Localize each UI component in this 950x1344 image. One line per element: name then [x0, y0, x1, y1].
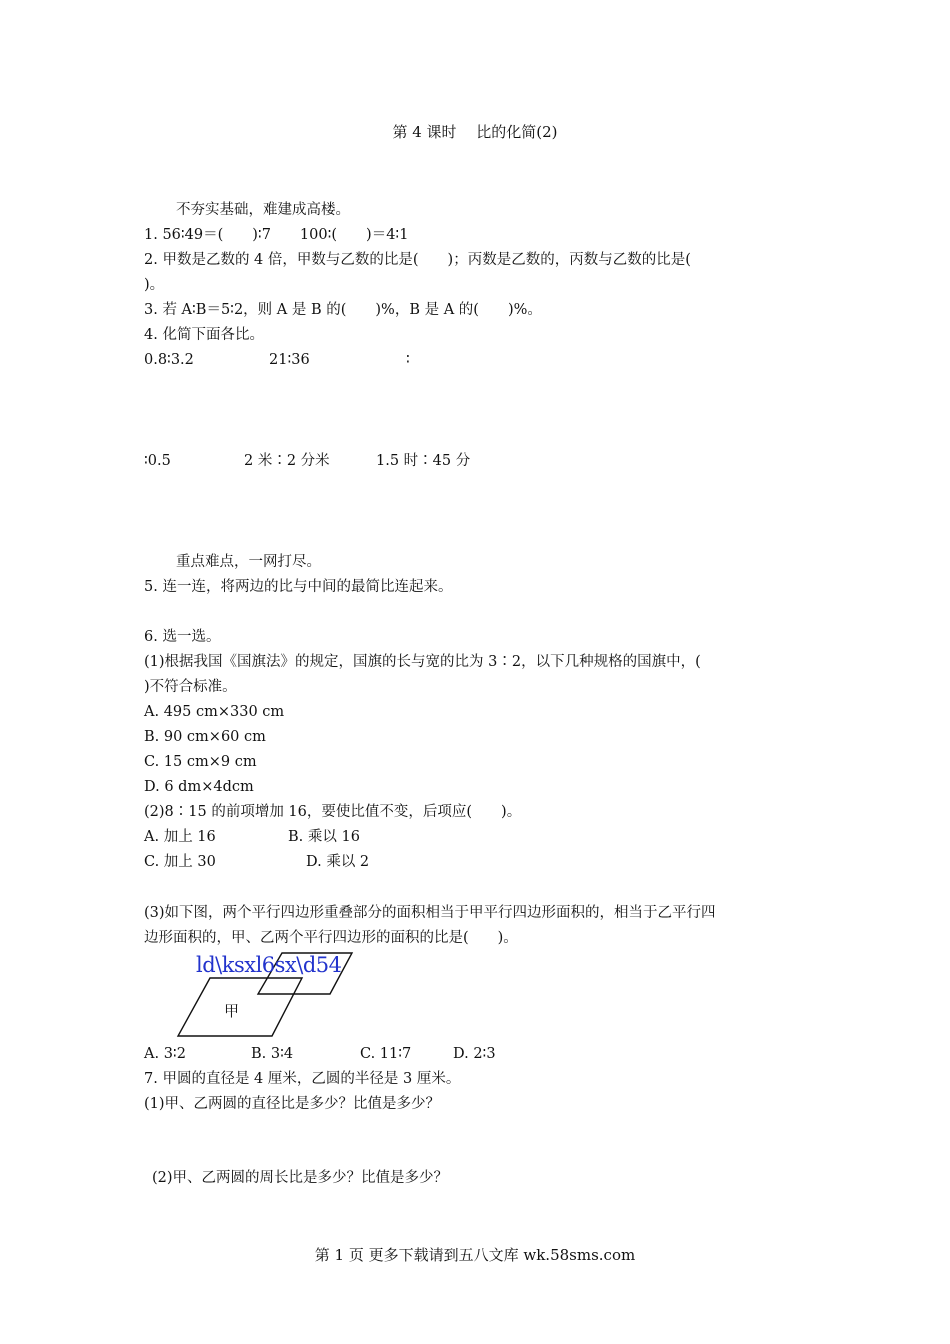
page-footer: 第 1 页 更多下载请到五八文库 wk.58sms.com: [314, 1246, 636, 1264]
question-1: 1. 56∶49＝( )∶7 100∶( )＝4∶1: [144, 227, 409, 243]
question-6-3-line-2: 边形面积的，甲、乙两个平行四边形的面积的比是( )。: [144, 930, 518, 946]
option-b: B. 乘以 16: [288, 829, 360, 845]
ratio-item: 21∶36: [269, 352, 310, 368]
question-6-1-line-1: (1)根据我国《国旗法》的规定，国旗的长与宽的比为 3∶2，以下几种规格的国旗中，(: [144, 654, 701, 670]
option-c: C. 加上 30: [144, 854, 216, 870]
page-title: 第 4 课时 比的化简(2): [392, 123, 558, 141]
question-6-1-line-2: )不符合标准。: [144, 679, 237, 695]
question-2-line-1: 2. 甲数是乙数的 4 倍，甲数与乙数的比是( )；丙数是乙数的，丙数与乙数的比是(: [144, 252, 691, 268]
option-c: C. 15 cm×9 cm: [144, 754, 257, 770]
question-6-2-options-row-1: [144, 827, 644, 847]
option-c: C. 11∶7: [360, 1046, 412, 1062]
question-2-line-2: )。: [144, 277, 165, 293]
option-d: D. 6 dm×4dcm: [144, 779, 254, 795]
question-4-row-1: [144, 350, 844, 370]
question-4: 4. 化简下面各比。: [144, 327, 264, 343]
option-a: A. 495 cm×330 cm: [144, 704, 285, 720]
option-a: A. 加上 16: [144, 829, 216, 845]
question-5: 5. 连一连，将两边的比与中间的最简比连起来。: [144, 579, 453, 595]
question-6: 6. 选一选。: [144, 629, 221, 645]
ratio-item: 0.8∶3.2: [144, 352, 194, 368]
figure-path-label: ld\ksxl6sx\d54: [196, 953, 342, 977]
ratio-item: ∶: [406, 352, 410, 368]
option-b: B. 3∶4: [251, 1046, 294, 1062]
question-6-3-options: [144, 1044, 644, 1064]
question-6-2: (2)8∶15 的前项增加 16，要使比值不变，后项应( )。: [144, 804, 522, 820]
option-a: A. 3∶2: [144, 1046, 186, 1062]
section-heading-basics: 不夯实基础，难建成高楼。: [176, 202, 350, 218]
question-6-2-options-row-2: [144, 852, 644, 872]
question-3: 3. 若 A∶B＝5∶2，则 A 是 B 的( )%，B 是 A 的( )%。: [144, 302, 542, 318]
ratio-item: ∶0.5: [144, 453, 171, 469]
question-4-row-2: [144, 451, 844, 471]
figure-label-jia: 甲: [224, 1002, 240, 1020]
question-7-2: (2)甲、乙两圆的周长比是多少？比值是多少？: [152, 1170, 449, 1186]
question-7-1: (1)甲、乙两圆的直径比是多少？比值是多少？: [144, 1096, 441, 1112]
question-7: 7. 甲圆的直径是 4 厘米，乙圆的半径是 3 厘米。: [144, 1071, 461, 1087]
option-d: D. 2∶3: [453, 1046, 496, 1062]
section-heading-key-points: 重点难点，一网打尽。: [176, 554, 321, 570]
ratio-item: 2 米∶2 分米: [244, 453, 330, 469]
parallelogram-jia: [178, 978, 302, 1036]
ratio-item: 1.5 时∶45 分: [376, 453, 471, 469]
option-d: D. 乘以 2: [306, 854, 370, 870]
option-b: B. 90 cm×60 cm: [144, 729, 266, 745]
question-6-3-line-1: (3)如下图，两个平行四边形重叠部分的面积相当于甲平行四边形面积的，相当于乙平行四: [144, 905, 716, 921]
